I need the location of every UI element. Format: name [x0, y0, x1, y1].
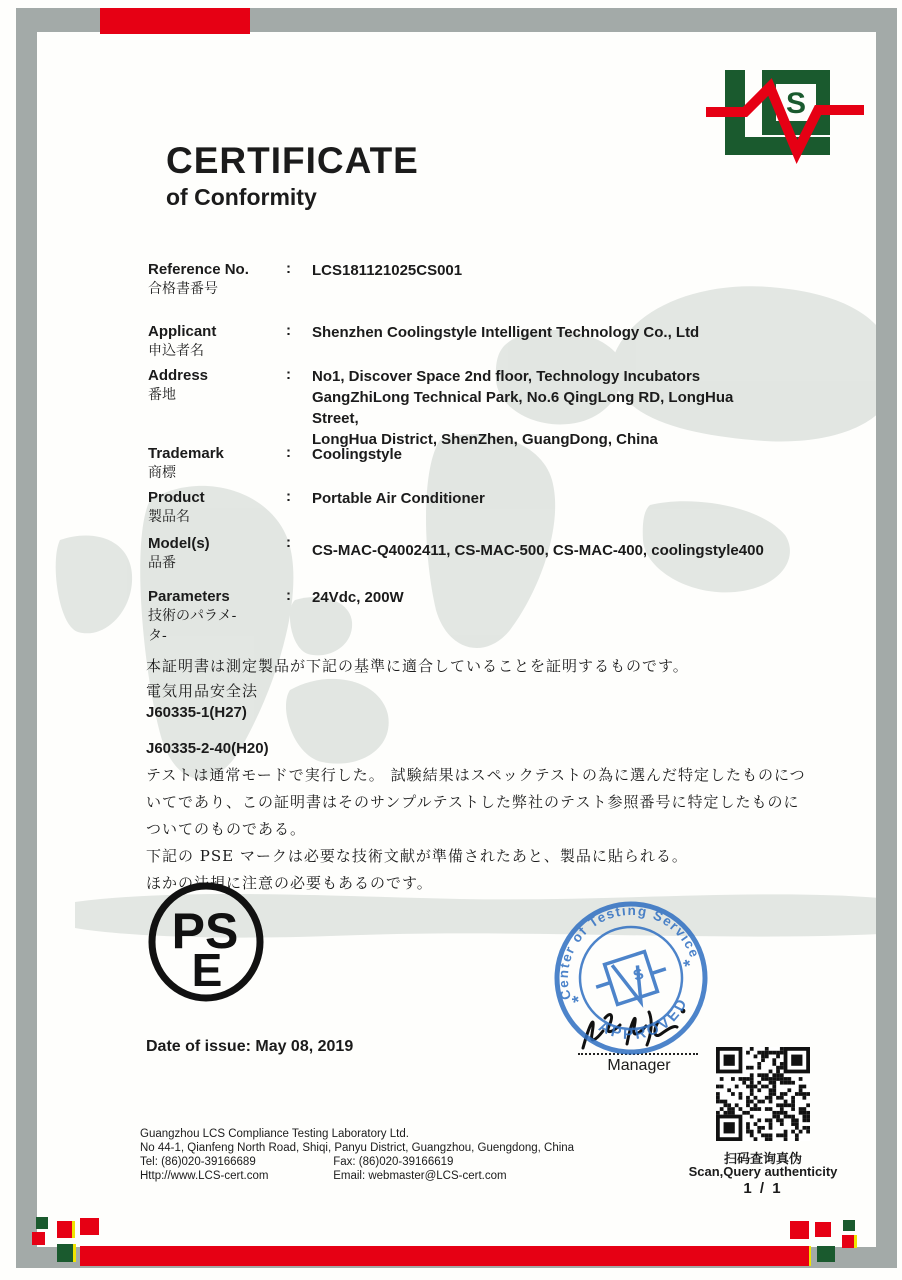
- field-row-trademark: [148, 444, 402, 483]
- pse-text-ps: PS: [171, 903, 239, 959]
- deco-square-green: [817, 1246, 835, 1262]
- field-row-product: [148, 488, 485, 527]
- deco-square-red: [57, 1221, 75, 1238]
- field-label: Model(s): [148, 535, 210, 552]
- field-row-parameters: [148, 587, 404, 646]
- field-label-jp: 品番: [148, 555, 176, 571]
- field-row-reference: [148, 260, 462, 299]
- deco-square-red: [32, 1232, 45, 1245]
- field-row-applicant: [148, 322, 699, 361]
- lcs-logo: [700, 60, 870, 170]
- field-label-jp: 番地: [148, 387, 176, 403]
- field-label: Address: [148, 367, 209, 384]
- note-line: 下記の PSE マークは必要な技術文献が準備されたあと、製品に貼られる。: [146, 847, 688, 865]
- date-of-issue: Date of issue: May 08, 2019: [146, 1038, 354, 1055]
- issuer-footer: [140, 1127, 574, 1183]
- field-value: LCS181121025CS001: [312, 262, 463, 279]
- frame-right-bar: [876, 8, 897, 1268]
- standard-code: J60335-1(H27): [146, 704, 247, 721]
- field-label: Trademark: [148, 445, 224, 462]
- field-label-jp: タ-: [148, 628, 167, 644]
- stamp-text-bottom: APPROVED: [595, 994, 692, 1044]
- deco-square-green: [57, 1244, 76, 1262]
- qr-caption-chinese: 扫码查询真伪: [723, 1151, 802, 1166]
- deco-square-red: [80, 1218, 99, 1235]
- address-line: No1, Discover Space 2nd floor, Technology Incubators: [312, 368, 701, 385]
- issuer-email: Email: webmaster@LCS-cert.com: [333, 1170, 507, 1182]
- field-label: Applicant: [148, 323, 217, 340]
- qr-caption-english: Scan,Query authenticity: [688, 1164, 838, 1179]
- field-value: Shenzhen Coolingstyle Intelligent Technology Co., Ltd: [312, 324, 700, 341]
- field-row-address: [148, 366, 782, 450]
- address-line: LongHua District, ShenZhen, GuangDong, China: [312, 431, 658, 448]
- pse-text-e: E: [191, 944, 223, 996]
- issuer-tel: Tel: (86)020-39166689: [140, 1156, 256, 1168]
- field-value: Portable Air Conditioner: [312, 490, 485, 507]
- bottom-red-accent: [80, 1246, 811, 1266]
- field-label: Product: [148, 489, 205, 506]
- statement-line: 電気用品安全法: [146, 682, 259, 700]
- stamp-text-top: Center of Testing Service: [555, 902, 703, 1002]
- colon: :: [286, 444, 291, 461]
- field-label-jp: 製品名: [148, 509, 190, 525]
- deco-square-red: [842, 1235, 857, 1248]
- note-line: テストは通常モードで実行した。 試験結果はスペックテストの為に選んだ特定したものにつ: [146, 766, 806, 784]
- colon: :: [286, 366, 291, 383]
- field-row-models: [148, 534, 764, 573]
- standard-code: J60335-2-40(H20): [146, 740, 269, 757]
- top-red-accent: [100, 8, 250, 34]
- issuer-fax: Fax: (86)020-39166619: [333, 1156, 454, 1168]
- field-label: Parameters: [148, 588, 230, 605]
- note-line: ほかの法規に注意の必要もあるのです。: [146, 874, 433, 892]
- certificate-subtitle: of Conformity: [166, 184, 317, 210]
- colon: :: [286, 488, 291, 505]
- deco-square-green: [843, 1220, 855, 1231]
- issuer-address: No 44-1, Qianfeng North Road, Shiqi, Panyu District, Guangzhou, Guengdong, China: [140, 1142, 575, 1154]
- deco-square-green: [36, 1217, 48, 1229]
- field-value: 24Vdc, 200W: [312, 589, 404, 606]
- issuer-website: Http://www.LCS-cert.com: [140, 1170, 269, 1182]
- field-label-jp: 申込者名: [148, 343, 204, 359]
- deco-square-red: [815, 1222, 831, 1237]
- field-label: Reference No.: [148, 261, 249, 278]
- colon: :: [286, 322, 291, 339]
- pse-mark: [147, 882, 267, 1004]
- address-line: GangZhiLong Technical Park, No.6 QingLong RD, LongHua Street,: [312, 389, 734, 427]
- test-note-paragraph: [146, 762, 806, 897]
- stamp-star-right: *: [681, 955, 694, 977]
- field-label-jp: 技術のパラメ-: [148, 608, 237, 624]
- logo-letter: S: [785, 87, 807, 120]
- deco-square-red: [790, 1221, 809, 1239]
- stamp-center-letter: S: [631, 965, 646, 985]
- page-number: 1 / 1: [743, 1180, 783, 1197]
- colon: :: [286, 534, 291, 551]
- qr-code: [716, 1046, 810, 1142]
- statement-line: 本証明書は測定製品が下記の基準に適合していることを証明するものです。: [146, 657, 689, 675]
- signer-role: Manager: [607, 1057, 671, 1074]
- stamp-star-left: *: [569, 991, 583, 1013]
- certificate-title: CERTIFICATE: [166, 140, 419, 181]
- frame-left-bar: [16, 8, 37, 1268]
- issuer-company: Guangzhou LCS Compliance Testing Laboratory Ltd.: [140, 1128, 409, 1140]
- field-label-jp: 合格書番号: [148, 281, 218, 297]
- colon: :: [286, 587, 291, 604]
- colon: :: [286, 260, 291, 277]
- field-value: CS-MAC-Q4002411, CS-MAC-500, CS-MAC-400, coolingstyle400: [312, 542, 764, 559]
- note-line: ついてのものである。: [146, 820, 307, 838]
- note-line: いてであり、この証明書はそのサンプルテストした弊社のテスト参照番号に特定したものに: [146, 793, 800, 811]
- field-label-jp: 商標: [148, 465, 176, 481]
- field-value: Coolingstyle: [312, 446, 403, 463]
